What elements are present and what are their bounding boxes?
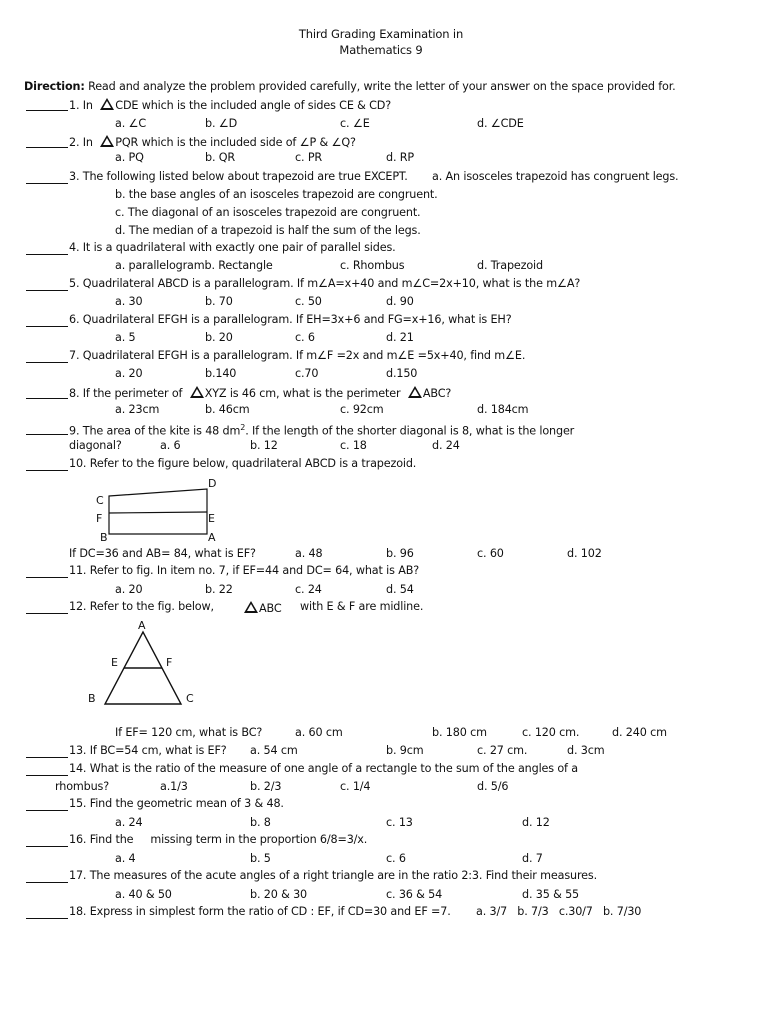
choice-6c: c. 6 [295,331,315,344]
choices-18: a. 3/7 b. 7/3 c.30/7 b. 7/30 [476,905,642,918]
question-4: 4. It is a quadrilateral with exactly one pair of parallel sides. [69,241,396,254]
choice-15a: a. 24 [115,816,143,829]
choice-16a: a. 4 [115,852,136,865]
answer-blank-6[interactable] [26,315,68,327]
choice-4ab: a. parallelogramb. Rectangle [115,259,273,272]
answer-blank-1[interactable] [26,99,68,111]
question-3: 3. The following listed below about trapezoid are true EXCEPT. [69,170,408,183]
label-E: E [111,656,118,669]
triangle-icon [100,98,114,110]
choice-4d: d. Trapezoid [477,259,543,272]
label-D: D [208,477,217,490]
label-A: A [138,619,146,632]
choice-1c: c. ∠E [340,117,370,130]
answer-blank-3[interactable] [26,172,68,184]
choice-11b: b. 22 [205,583,233,596]
answer-blank-2[interactable] [26,136,68,148]
choice-15c: c. 13 [386,816,413,829]
answer-blank-8[interactable] [26,387,68,399]
choice-7a: a. 20 [115,367,143,380]
choice-8c: c. 92cm [340,403,384,416]
answer-blank-15[interactable] [26,799,68,811]
choice-2c: c. PR [295,151,323,164]
choice-12b: b. 180 cm [432,726,487,739]
choice-16b: b. 5 [250,852,271,865]
choice-5d: d. 90 [386,295,414,308]
answer-blank-18[interactable] [26,907,68,919]
triangle-icon [244,601,258,613]
question-5: 5. Quadrilateral ABCD is a parallelogram. If m∠A=x+40 and m∠C=2x+10, what is the m∠A? [69,277,581,290]
label-B: B [100,531,108,544]
choice-1d: d. ∠CDE [477,117,524,130]
triangle-icon [190,386,204,398]
question-6: 6. Quadrilateral EFGH is a parallelogram. If EH=3x+6 and FG=x+16, what is EH? [69,313,512,326]
choice-6b: b. 20 [205,331,233,344]
choice-14a: a.1/3 [160,780,188,793]
question-17: 17. The measures of the acute angles of a right triangle are in the ratio 2:3. Find their measures. [69,869,597,882]
question-8-text-post: ABC? [422,387,452,400]
choice-5a: a. 30 [115,295,143,308]
triangle-icon [100,135,114,147]
label-A: A [208,531,216,544]
question-14: 14. What is the ratio of the measure of one angle of a rectangle to the sum of the angles of a [69,762,578,775]
question-10: 10. Refer to the figure below, quadrilateral ABCD is a trapezoid. [69,457,417,470]
choice-8a: a. 23cm [115,403,160,416]
question-13: 13. If BC=54 cm, what is EF? [69,744,227,757]
choice-5b: b. 70 [205,295,233,308]
answer-blank-4[interactable] [26,243,68,255]
choice-2d: d. RP [386,151,414,164]
choice-13d: d. 3cm [567,744,605,757]
choice-9d: d. 24 [432,439,460,452]
answer-blank-11[interactable] [26,566,68,578]
choice-9c: c. 18 [340,439,367,452]
choice-17a: a. 40 & 50 [115,888,172,901]
question-8-text-mid: XYZ is 46 cm, what is the perimeter [204,387,404,400]
answer-blank-10[interactable] [26,459,68,471]
answer-blank-9[interactable] [26,423,68,435]
choice-13c: c. 27 cm. [477,744,528,757]
question-12-text-post: with E & F are midline. [300,600,424,613]
label-C: C [186,692,194,705]
choice-14d: d. 5/6 [477,780,509,793]
choice-9a: a. 6 [160,439,181,452]
choice-6d: d. 21 [386,331,414,344]
superscript: 2 [240,423,246,432]
choice-5c: c. 50 [295,295,322,308]
question-11: 11. Refer to fig. In item no. 7, if EF=44 and DC= 64, what is AB? [69,564,420,577]
direction [24,80,676,94]
question-2-text: PQR which is the included side of ∠P & ∠Q? [115,136,356,149]
choice-15d: d. 12 [522,816,550,829]
choice-10a: a. 48 [295,547,323,560]
trapezoid-figure [90,474,230,544]
answer-blank-16[interactable] [26,835,68,847]
question-1-text: CDE which is the included angle of sides CE & CD? [115,99,392,112]
question-8-text-pre: 8. If the perimeter of [69,387,186,400]
answer-blank-17[interactable] [26,871,68,883]
answer-blank-14[interactable] [26,764,68,776]
question-12-prompt: If EF= 120 cm, what is BC? [115,726,263,739]
question-12-triangle [240,600,282,616]
choice-2a: a. PQ [115,151,144,164]
choice-1a: a. ∠C [115,117,147,130]
question-8 [69,385,451,401]
choice-12d: d. 240 cm [612,726,667,739]
question-16: 16. Find the missing term in the proportion 6/8=3/x. [69,833,368,846]
choice-7c: c.70 [295,367,319,380]
question-14-line2: rhombus? [55,780,109,793]
answer-blank-5[interactable] [26,279,68,291]
triangle-icon [408,386,422,398]
choice-10b: b. 96 [386,547,414,560]
choice-11d: d. 54 [386,583,414,596]
choice-3c: c. The diagonal of an isosceles trapezoid are congruent. [115,206,421,219]
label-C: C [96,494,104,507]
question-12-text-abc: ABC [259,602,282,615]
label-F: F [166,656,173,669]
choice-2b: b. QR [205,151,236,164]
choice-11c: c. 24 [295,583,322,596]
question-9-text-pre: 9. The area of the kite is 48 dm [69,424,241,438]
direction-label: Direction: [24,80,85,93]
answer-blank-12[interactable] [26,602,68,614]
choice-7d: d.150 [386,367,418,380]
choice-1b: b. ∠D [205,117,238,130]
answer-blank-13[interactable] [26,746,68,758]
triangle-figure [84,616,214,708]
question-9-text-post: . If the length of the shorter diagonal is 8, what is the longer [245,424,575,438]
exam-subject: Mathematics 9 [339,43,423,57]
question-7: 7. Quadrilateral EFGH is a parallelogram. If m∠F =2x and m∠E =5x+40, find m∠E. [69,349,526,362]
choice-17b: b. 20 & 30 [250,888,308,901]
question-15: 15. Find the geometric mean of 3 & 48. [69,797,284,810]
choice-16c: c. 6 [386,852,406,865]
question-18: 18. Express in simplest form the ratio of CD : EF, if CD=30 and EF =7. [69,905,451,918]
question-1-text-pre: 1. In [69,99,97,112]
question-2-text-pre: 2. In [69,136,97,149]
choice-8b: b. 46cm [205,403,250,416]
exam-title: Third Grading Examination in [298,27,464,41]
choice-3a: a. An isosceles trapezoid has congruent legs. [432,170,679,183]
label-E: E [208,512,215,525]
label-F: F [96,512,103,525]
question-12: 12. Refer to the fig. below, [69,600,214,613]
question-1 [69,97,391,113]
choice-14b: b. 2/3 [250,780,282,793]
choice-8d: d. 184cm [477,403,529,416]
choice-6a: a. 5 [115,331,136,344]
choice-10d: d. 102 [567,547,602,560]
question-10-prompt: If DC=36 and AB= 84, what is EF? [69,547,256,560]
trapezoid-shape [109,489,207,534]
choice-9b: b. 12 [250,439,278,452]
choice-15b: b. 8 [250,816,271,829]
choice-13a: a. 54 cm [250,744,298,757]
choice-12c: c. 120 cm. [522,726,580,739]
label-B: B [88,692,96,705]
choice-4c: c. Rhombus [340,259,405,272]
choice-3d: d. The median of a trapezoid is half the sum of the legs. [115,224,421,237]
choice-17d: d. 35 & 55 [522,888,580,901]
choice-11a: a. 20 [115,583,143,596]
trapezoid-median [109,512,207,513]
answer-blank-7[interactable] [26,351,68,363]
choice-10c: c. 60 [477,547,504,560]
choice-13b: b. 9cm [386,744,424,757]
choice-3b: b. the base angles of an isosceles trapezoid are congruent. [115,188,438,201]
choice-14c: c. 1/4 [340,780,371,793]
choice-7b: b.140 [205,367,237,380]
direction-text: Read and analyze the problem provided carefully, write the letter of your answer on the space provided for. [84,80,676,93]
question-9-line2: diagonal? [69,439,122,452]
choice-12a: a. 60 cm [295,726,343,739]
question-2 [69,134,356,150]
choice-16d: d. 7 [522,852,543,865]
choice-17c: c. 36 & 54 [386,888,443,901]
question-9 [69,421,574,439]
